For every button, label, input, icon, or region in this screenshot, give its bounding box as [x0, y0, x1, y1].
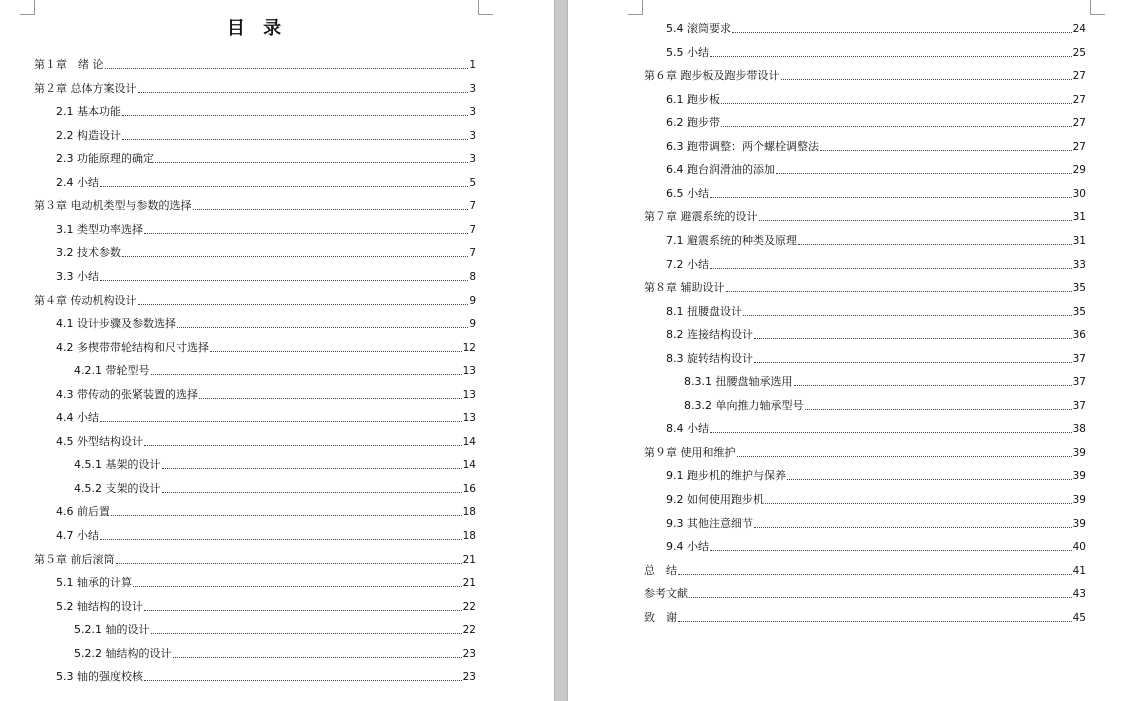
toc-entry-page-number: 1	[469, 59, 476, 71]
toc-entry-page-number: 22	[462, 624, 476, 637]
document-page-right	[568, 0, 1122, 701]
toc-entry-page-number: 7	[469, 223, 476, 236]
toc-entry[interactable]	[644, 69, 1086, 83]
toc-entry-label: 第１章 绪 论	[34, 58, 104, 71]
leader-dots	[144, 233, 468, 234]
toc-entry[interactable]	[56, 505, 476, 519]
toc-entry-page-number: 21	[462, 577, 476, 590]
toc-entry[interactable]	[666, 163, 1086, 177]
leader-dots	[199, 398, 462, 399]
leader-dots	[138, 92, 469, 93]
leader-dots	[776, 173, 1072, 174]
toc-entry-label: 8.4 小结	[666, 422, 709, 436]
toc-entry[interactable]	[56, 670, 476, 684]
toc-entry[interactable]	[56, 105, 476, 119]
margin-corner-mark	[478, 0, 493, 15]
leader-dots	[100, 186, 468, 187]
toc-entry[interactable]	[56, 576, 476, 590]
leader-dots	[754, 362, 1072, 363]
leader-dots	[678, 574, 1072, 575]
leader-dots	[105, 68, 469, 69]
toc-entry[interactable]	[56, 529, 476, 543]
leader-dots	[710, 56, 1072, 57]
toc-entry-page-number: 43	[1072, 588, 1086, 601]
toc-entry-page-number: 13	[462, 412, 476, 425]
toc-entry[interactable]	[666, 187, 1086, 201]
leader-dots	[111, 515, 462, 516]
toc-entry-page-number: 14	[462, 459, 476, 472]
document-page-left	[0, 0, 554, 701]
toc-entry-label: 5.2.2 轴结构的设计	[74, 646, 172, 660]
toc-entry-label: 8.3.1 扭腰盘轴承选用	[684, 375, 793, 389]
toc-entry[interactable]	[666, 116, 1086, 130]
toc-title: 目 录	[226, 18, 288, 39]
toc-entry-page-number: 27	[1072, 140, 1086, 153]
toc-entry-label: 第９章 使用和维护	[644, 445, 736, 459]
toc-entry-label: 第７章 避震系统的设计	[644, 210, 758, 224]
toc-entry[interactable]	[666, 234, 1086, 248]
leader-dots	[781, 79, 1072, 80]
toc-entry-label: 3.2 技术参数	[56, 246, 121, 260]
leader-dots	[732, 32, 1072, 33]
toc-entry-label: 5.2.1 轴的设计	[74, 623, 150, 637]
toc-entry-label: 总 结	[644, 563, 677, 577]
leader-dots	[144, 610, 462, 611]
toc-entry[interactable]	[644, 446, 1086, 460]
toc-entry-page-number: 31	[1072, 234, 1086, 247]
leader-dots	[798, 244, 1072, 245]
toc-entry-page-number: 7	[469, 247, 476, 260]
leader-dots	[133, 586, 462, 587]
leader-dots	[100, 539, 462, 540]
toc-entry[interactable]	[666, 469, 1086, 483]
toc-entry[interactable]	[56, 411, 476, 425]
toc-entry-label: 3.1 类型功率选择	[56, 222, 143, 236]
toc-entry-label: 8.1 扭腰盘设计	[666, 304, 742, 318]
toc-entry-label: 9.3 其他注意细节	[666, 516, 753, 530]
toc-entry[interactable]	[56, 435, 476, 449]
toc-entry-page-number: 7	[469, 200, 476, 213]
toc-entry-page-number: 18	[462, 530, 476, 542]
toc-entry-page-number: 37	[1072, 352, 1086, 365]
margin-corner-mark	[628, 0, 643, 15]
toc-entry[interactable]	[56, 270, 476, 284]
toc-entry[interactable]	[644, 564, 1086, 578]
toc-entry-page-number: 37	[1072, 399, 1086, 412]
leader-dots	[151, 374, 462, 375]
toc-entry[interactable]	[34, 199, 476, 213]
toc-entry-page-number: 23	[462, 671, 476, 684]
toc-entry-page-number: 35	[1072, 282, 1086, 295]
toc-entry[interactable]	[666, 493, 1086, 507]
toc-entry[interactable]	[56, 176, 476, 190]
leader-dots	[805, 409, 1072, 410]
toc-entry-label: 2.3 功能原理的确定	[56, 152, 154, 166]
leader-dots	[144, 445, 462, 446]
leader-dots	[177, 327, 468, 328]
toc-entry-label: 6.5 小结	[666, 186, 709, 200]
toc-entry[interactable]	[74, 482, 476, 496]
leader-dots	[721, 126, 1072, 127]
toc-entry-label: 2.2 构造设计	[56, 128, 121, 142]
toc-entry[interactable]	[666, 517, 1086, 531]
toc-entry[interactable]	[666, 22, 1086, 36]
toc-entry[interactable]	[666, 46, 1086, 60]
toc-entry-label: 6.2 跑步带	[666, 116, 720, 130]
toc-entry-label: 5.5 小结	[666, 45, 709, 59]
toc-entry-label: 5.2 轴结构的设计	[56, 599, 143, 613]
margin-corner-mark	[1090, 0, 1105, 15]
toc-entry-page-number: 39	[1072, 517, 1086, 530]
leader-dots	[787, 479, 1072, 480]
toc-entry-label: 6.3 跑带调整：两个螺栓调整法	[666, 139, 819, 153]
toc-entry-page-number: 21	[462, 553, 476, 566]
leader-dots	[721, 103, 1072, 104]
toc-entry-label: 4.2.1 带轮型号	[74, 364, 150, 378]
toc-entry-page-number: 3	[469, 106, 476, 119]
toc-entry-label: 4.5 外型结构设计	[56, 434, 143, 448]
toc-entry[interactable]	[56, 129, 476, 143]
toc-entry-label: 第２章 总体方案设计	[34, 81, 137, 95]
toc-entry[interactable]	[74, 623, 476, 637]
toc-entry-page-number: 39	[1072, 446, 1086, 459]
toc-entry-page-number: 37	[1072, 376, 1086, 389]
toc-entry-label: 5.1 轴承的计算	[56, 576, 132, 590]
toc-entry-label: 第５章 前后滚筒	[34, 552, 115, 566]
toc-entry-label: 6.4 跑台润滑油的添加	[666, 163, 775, 177]
leader-dots	[678, 621, 1072, 622]
toc-entry-page-number: 30	[1072, 187, 1086, 200]
toc-entry[interactable]	[34, 294, 476, 308]
toc-entry-label: 3.3 小结	[56, 269, 99, 283]
toc-entry[interactable]	[666, 540, 1086, 554]
toc-entry-page-number: 9	[469, 294, 476, 307]
toc-entry[interactable]	[684, 375, 1086, 389]
toc-entry-label: 7.2 小结	[666, 257, 709, 271]
leader-dots	[122, 256, 468, 257]
leader-dots	[710, 268, 1072, 269]
toc-entry[interactable]	[34, 58, 476, 72]
toc-entry-label: 4.2 多楔带带轮结构和尺寸选择	[56, 340, 209, 354]
toc-entry-page-number: 41	[1072, 564, 1086, 577]
toc-entry-page-number: 27	[1072, 117, 1086, 130]
toc-entry[interactable]	[34, 553, 476, 567]
toc-entry-label: 9.4 小结	[666, 540, 709, 554]
toc-entry[interactable]	[666, 328, 1086, 342]
toc-entry-page-number: 33	[1072, 258, 1086, 271]
toc-entry[interactable]	[56, 317, 476, 331]
leader-dots	[193, 209, 469, 210]
toc-entry-page-number: 9	[469, 318, 476, 331]
toc-entry[interactable]	[56, 341, 476, 355]
toc-entry[interactable]	[56, 600, 476, 614]
toc-entry-page-number: 36	[1072, 329, 1086, 342]
leader-dots	[754, 338, 1072, 339]
toc-entry[interactable]	[56, 246, 476, 260]
toc-entry[interactable]	[644, 611, 1086, 625]
toc-entry-label: 7.1 避震系统的种类及原理	[666, 233, 797, 247]
leader-dots	[794, 385, 1072, 386]
toc-entry[interactable]	[666, 93, 1086, 107]
toc-entry-page-number: 13	[462, 365, 476, 378]
toc-entry-page-number: 39	[1072, 470, 1086, 483]
toc-entry-page-number: 8	[469, 270, 476, 283]
leader-dots	[162, 492, 462, 493]
leader-dots	[100, 280, 468, 281]
toc-entry-label: 参考文献	[644, 587, 688, 601]
page-gutter	[554, 0, 568, 701]
toc-entry-page-number: 3	[469, 153, 476, 166]
toc-entry-label: 4.1 设计步骤及参数选择	[56, 317, 176, 331]
toc-entry-page-number: 29	[1072, 164, 1086, 177]
toc-entry[interactable]	[666, 352, 1086, 366]
toc-entry[interactable]	[74, 364, 476, 378]
leader-dots	[743, 315, 1072, 316]
toc-entry-label: 8.3.2 单向推力轴承型号	[684, 398, 804, 412]
leader-dots	[144, 680, 462, 681]
toc-entry-label: 8.2 连接结构设计	[666, 328, 753, 342]
toc-entry-label: 4.5.1 基架的设计	[74, 458, 161, 472]
leader-dots	[155, 162, 468, 163]
leader-dots	[710, 432, 1072, 433]
toc-entry[interactable]	[56, 223, 476, 237]
toc-entry-page-number: 40	[1072, 541, 1086, 554]
toc-entry-page-number: 25	[1072, 46, 1086, 59]
toc-entry-label: 4.6 前后置	[56, 505, 110, 519]
toc-entry-label: 4.5.2 支架的设计	[74, 481, 161, 495]
toc-entry-label: 5.3 轴的强度校核	[56, 670, 143, 684]
toc-entry-page-number: 3	[469, 82, 476, 95]
toc-entry-page-number: 3	[469, 129, 476, 142]
toc-entry-page-number: 35	[1072, 305, 1086, 318]
toc-entry[interactable]	[56, 152, 476, 166]
leader-dots	[765, 503, 1072, 504]
toc-entry-label: 4.7 小结	[56, 529, 99, 542]
leader-dots	[122, 115, 468, 116]
toc-entry-label: 2.4 小结	[56, 175, 99, 189]
toc-entry[interactable]	[644, 281, 1086, 295]
toc-entry-label: 5.4 滚筒要求	[666, 22, 731, 35]
toc-entry-label: 6.1 跑步板	[666, 92, 720, 106]
leader-dots	[710, 550, 1072, 551]
toc-entry-page-number: 23	[462, 647, 476, 660]
leader-dots	[759, 220, 1072, 221]
toc-entry-label: 2.1 基本功能	[56, 105, 121, 119]
toc-entry[interactable]	[684, 399, 1086, 413]
leader-dots	[173, 657, 462, 658]
toc-entry-label: 4.3 带传动的张紧装置的选择	[56, 387, 198, 401]
toc-entry[interactable]	[74, 458, 476, 472]
toc-entry-page-number: 45	[1072, 611, 1086, 624]
toc-entry-page-number: 24	[1072, 23, 1086, 35]
toc-entry-page-number: 18	[462, 506, 476, 519]
toc-entry[interactable]	[644, 210, 1086, 224]
toc-entry-label: 第６章 跑步板及跑步带设计	[644, 69, 780, 83]
toc-entry[interactable]	[666, 140, 1086, 154]
toc-entry-page-number: 14	[462, 435, 476, 448]
toc-entry-label: 致 谢	[644, 610, 677, 624]
toc-entry-page-number: 27	[1072, 93, 1086, 106]
leader-dots	[100, 421, 462, 422]
toc-entry-page-number: 16	[462, 482, 476, 495]
toc-entry[interactable]	[56, 388, 476, 402]
toc-entry-page-number: 27	[1072, 70, 1086, 83]
toc-entry[interactable]	[666, 258, 1086, 272]
leader-dots	[754, 527, 1072, 528]
leader-dots	[820, 150, 1072, 151]
leader-dots	[737, 456, 1072, 457]
leader-dots	[726, 291, 1072, 292]
margin-corner-mark	[20, 0, 35, 15]
toc-entry-page-number: 31	[1072, 211, 1086, 224]
toc-entry-page-number: 39	[1072, 494, 1086, 506]
leader-dots	[138, 304, 469, 305]
toc-entry[interactable]	[644, 587, 1086, 601]
leader-dots	[210, 351, 462, 352]
leader-dots	[689, 597, 1072, 598]
toc-entry[interactable]	[666, 305, 1086, 319]
toc-entry-label: 第４章 传动机构设计	[34, 293, 137, 307]
leader-dots	[151, 633, 462, 634]
toc-entry-page-number: 5	[469, 176, 476, 189]
toc-entry-label: 第３章 电动机类型与参数的选择	[34, 199, 192, 213]
toc-entry-label: 9.2 如何使用跑步机	[666, 493, 764, 506]
leader-dots	[116, 563, 462, 564]
toc-entry-page-number: 22	[462, 600, 476, 613]
toc-entry[interactable]	[74, 647, 476, 661]
toc-entry-label: 9.1 跑步机的维护与保养	[666, 469, 786, 483]
toc-entry-label: 8.3 旋转结构设计	[666, 351, 753, 365]
toc-entry-page-number: 13	[462, 388, 476, 401]
toc-entry-page-number: 12	[462, 341, 476, 354]
toc-entry-label: 4.4 小结	[56, 411, 99, 425]
leader-dots	[122, 139, 468, 140]
leader-dots	[162, 468, 462, 469]
toc-entry-page-number: 38	[1072, 423, 1086, 436]
toc-entry[interactable]	[34, 82, 476, 96]
leader-dots	[710, 197, 1072, 198]
toc-entry[interactable]	[666, 422, 1086, 436]
toc-entry-label: 第８章 辅助设计	[644, 281, 725, 295]
